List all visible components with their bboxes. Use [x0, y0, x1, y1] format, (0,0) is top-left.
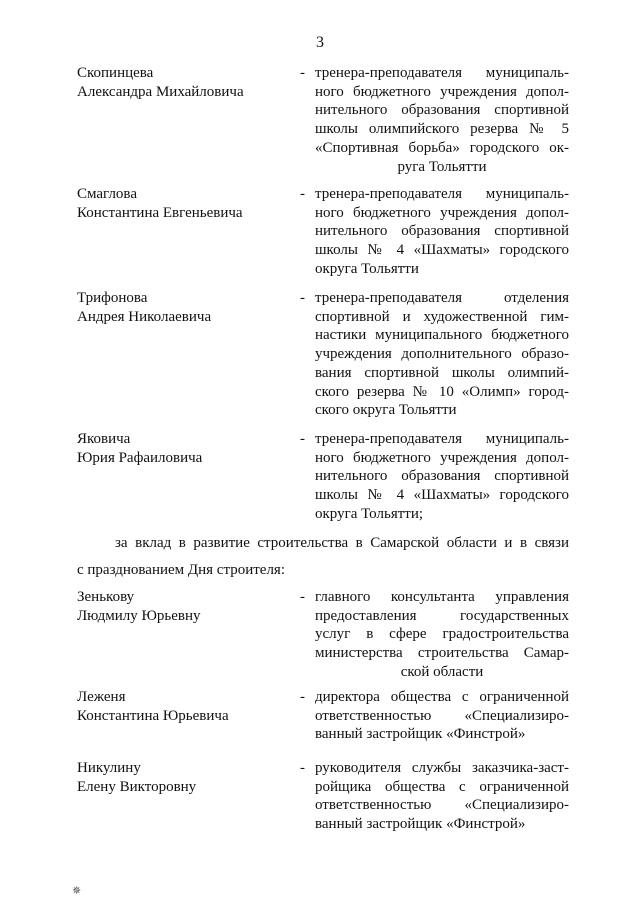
description-line: тренера-преподавателя отделения	[315, 290, 569, 306]
recipient-surname: Смаглова	[77, 186, 137, 202]
description-line: округа Тольятти;	[315, 505, 424, 522]
description-line: ройщика общества с ограниченной	[315, 778, 569, 795]
description-line: округа Тольятти	[315, 260, 419, 277]
description-line: ного бюджетного учреждения допол-	[315, 204, 569, 221]
page-number: 3	[316, 34, 324, 51]
description-line: ванный застройщик «Финстрой»	[315, 726, 526, 743]
recipient-given-names: Елену Викторовну	[77, 778, 197, 795]
entry-dash: -	[300, 65, 305, 81]
recipient-description	[315, 185, 569, 279]
recipient-description	[315, 759, 569, 834]
description-line: учреждения дополнительного образо-	[315, 346, 569, 363]
description-line: нительного образования спортивной	[315, 102, 569, 119]
recipient-name	[77, 759, 287, 796]
description-line: школы № 4 «Шахматы» городского	[315, 242, 569, 259]
description-line: тренера-преподавателя муниципаль-	[315, 65, 569, 81]
recipient-description	[315, 289, 569, 420]
entry-dash: -	[300, 290, 305, 306]
description-line: руга Тольятти	[397, 158, 487, 175]
description-line: министерства строительства Самар-	[315, 645, 569, 662]
entry-dash: -	[300, 760, 305, 776]
description-line: директора общества с ограниченной	[315, 689, 569, 705]
recipient-surname: Яковича	[77, 431, 131, 447]
description-line: ской области	[400, 663, 484, 680]
description-line: спортивной и художественной гим-	[315, 308, 569, 325]
description-line: тренера-преподавателя муниципаль-	[315, 431, 569, 447]
entry-dash: -	[300, 186, 305, 202]
recipient-name	[77, 430, 287, 467]
footer-mark: ✵	[72, 885, 82, 897]
description-line: услуг в сфере градостроительства	[315, 626, 569, 643]
description-line: настики муниципального бюджетного	[315, 327, 569, 344]
description-line: тренера-преподавателя муниципаль-	[315, 186, 569, 202]
recipient-description	[315, 430, 569, 524]
description-line: ского округа Тольятти	[315, 402, 457, 419]
description-line: вания спортивной школы олимпий-	[315, 364, 569, 381]
recipient-given-names: Юрия Рафаиловича	[77, 449, 203, 466]
section-paragraph-line-1: за вклад в развитие строительства в Самарской области и в связи	[115, 535, 569, 551]
recipient-given-names: Константина Юрьевича	[77, 707, 229, 724]
recipient-name	[77, 185, 287, 222]
recipient-surname: Трифонова	[77, 290, 148, 306]
description-line: руководителя службы заказчика-заст-	[315, 760, 569, 776]
description-line: ского резерва № 10 «Олимп» город-	[315, 383, 569, 400]
description-line: ответственностью «Специализиро-	[315, 707, 569, 724]
recipient-given-names: Константина Евгеньевича	[77, 204, 243, 221]
entry-dash: -	[300, 431, 305, 447]
recipient-given-names: Андрея Николаевича	[77, 308, 212, 325]
description-line: ванный застройщик «Финстрой»	[315, 816, 526, 833]
recipient-description	[315, 588, 569, 682]
recipient-name	[77, 289, 287, 326]
description-line: ответственностью «Специализиро-	[315, 797, 569, 814]
description-line: школы № 4 «Шахматы» городского	[315, 487, 569, 504]
description-line: ного бюджетного учреждения допол-	[315, 83, 569, 100]
recipient-surname: Зенькову	[77, 589, 135, 605]
entry-dash: -	[300, 689, 305, 705]
description-line: нительного образования спортивной	[315, 468, 569, 485]
description-line: школы олимпийского резерва № 5	[315, 121, 569, 138]
description-line: нительного образования спортивной	[315, 223, 569, 240]
recipient-surname: Скопинцева	[77, 65, 154, 81]
entry-dash: -	[300, 589, 305, 605]
description-line: предоставления государственных	[315, 607, 569, 624]
recipient-given-names: Людмилу Юрьевну	[77, 607, 201, 624]
recipient-name	[77, 688, 287, 725]
recipient-description	[315, 64, 569, 176]
recipient-surname: Никулину	[77, 760, 141, 776]
description-line: главного консультанта управления	[315, 589, 569, 605]
recipient-given-names: Александра Михайловича	[77, 83, 244, 100]
section-paragraph-line-2: с празднованием Дня строителя:	[77, 562, 286, 578]
recipient-surname: Леженя	[77, 689, 126, 705]
recipient-name	[77, 588, 287, 625]
recipient-name	[77, 64, 287, 101]
description-line: ного бюджетного учреждения допол-	[315, 449, 569, 466]
description-line: «Спортивная борьба» городского ок-	[315, 139, 569, 156]
recipient-description	[315, 688, 569, 744]
